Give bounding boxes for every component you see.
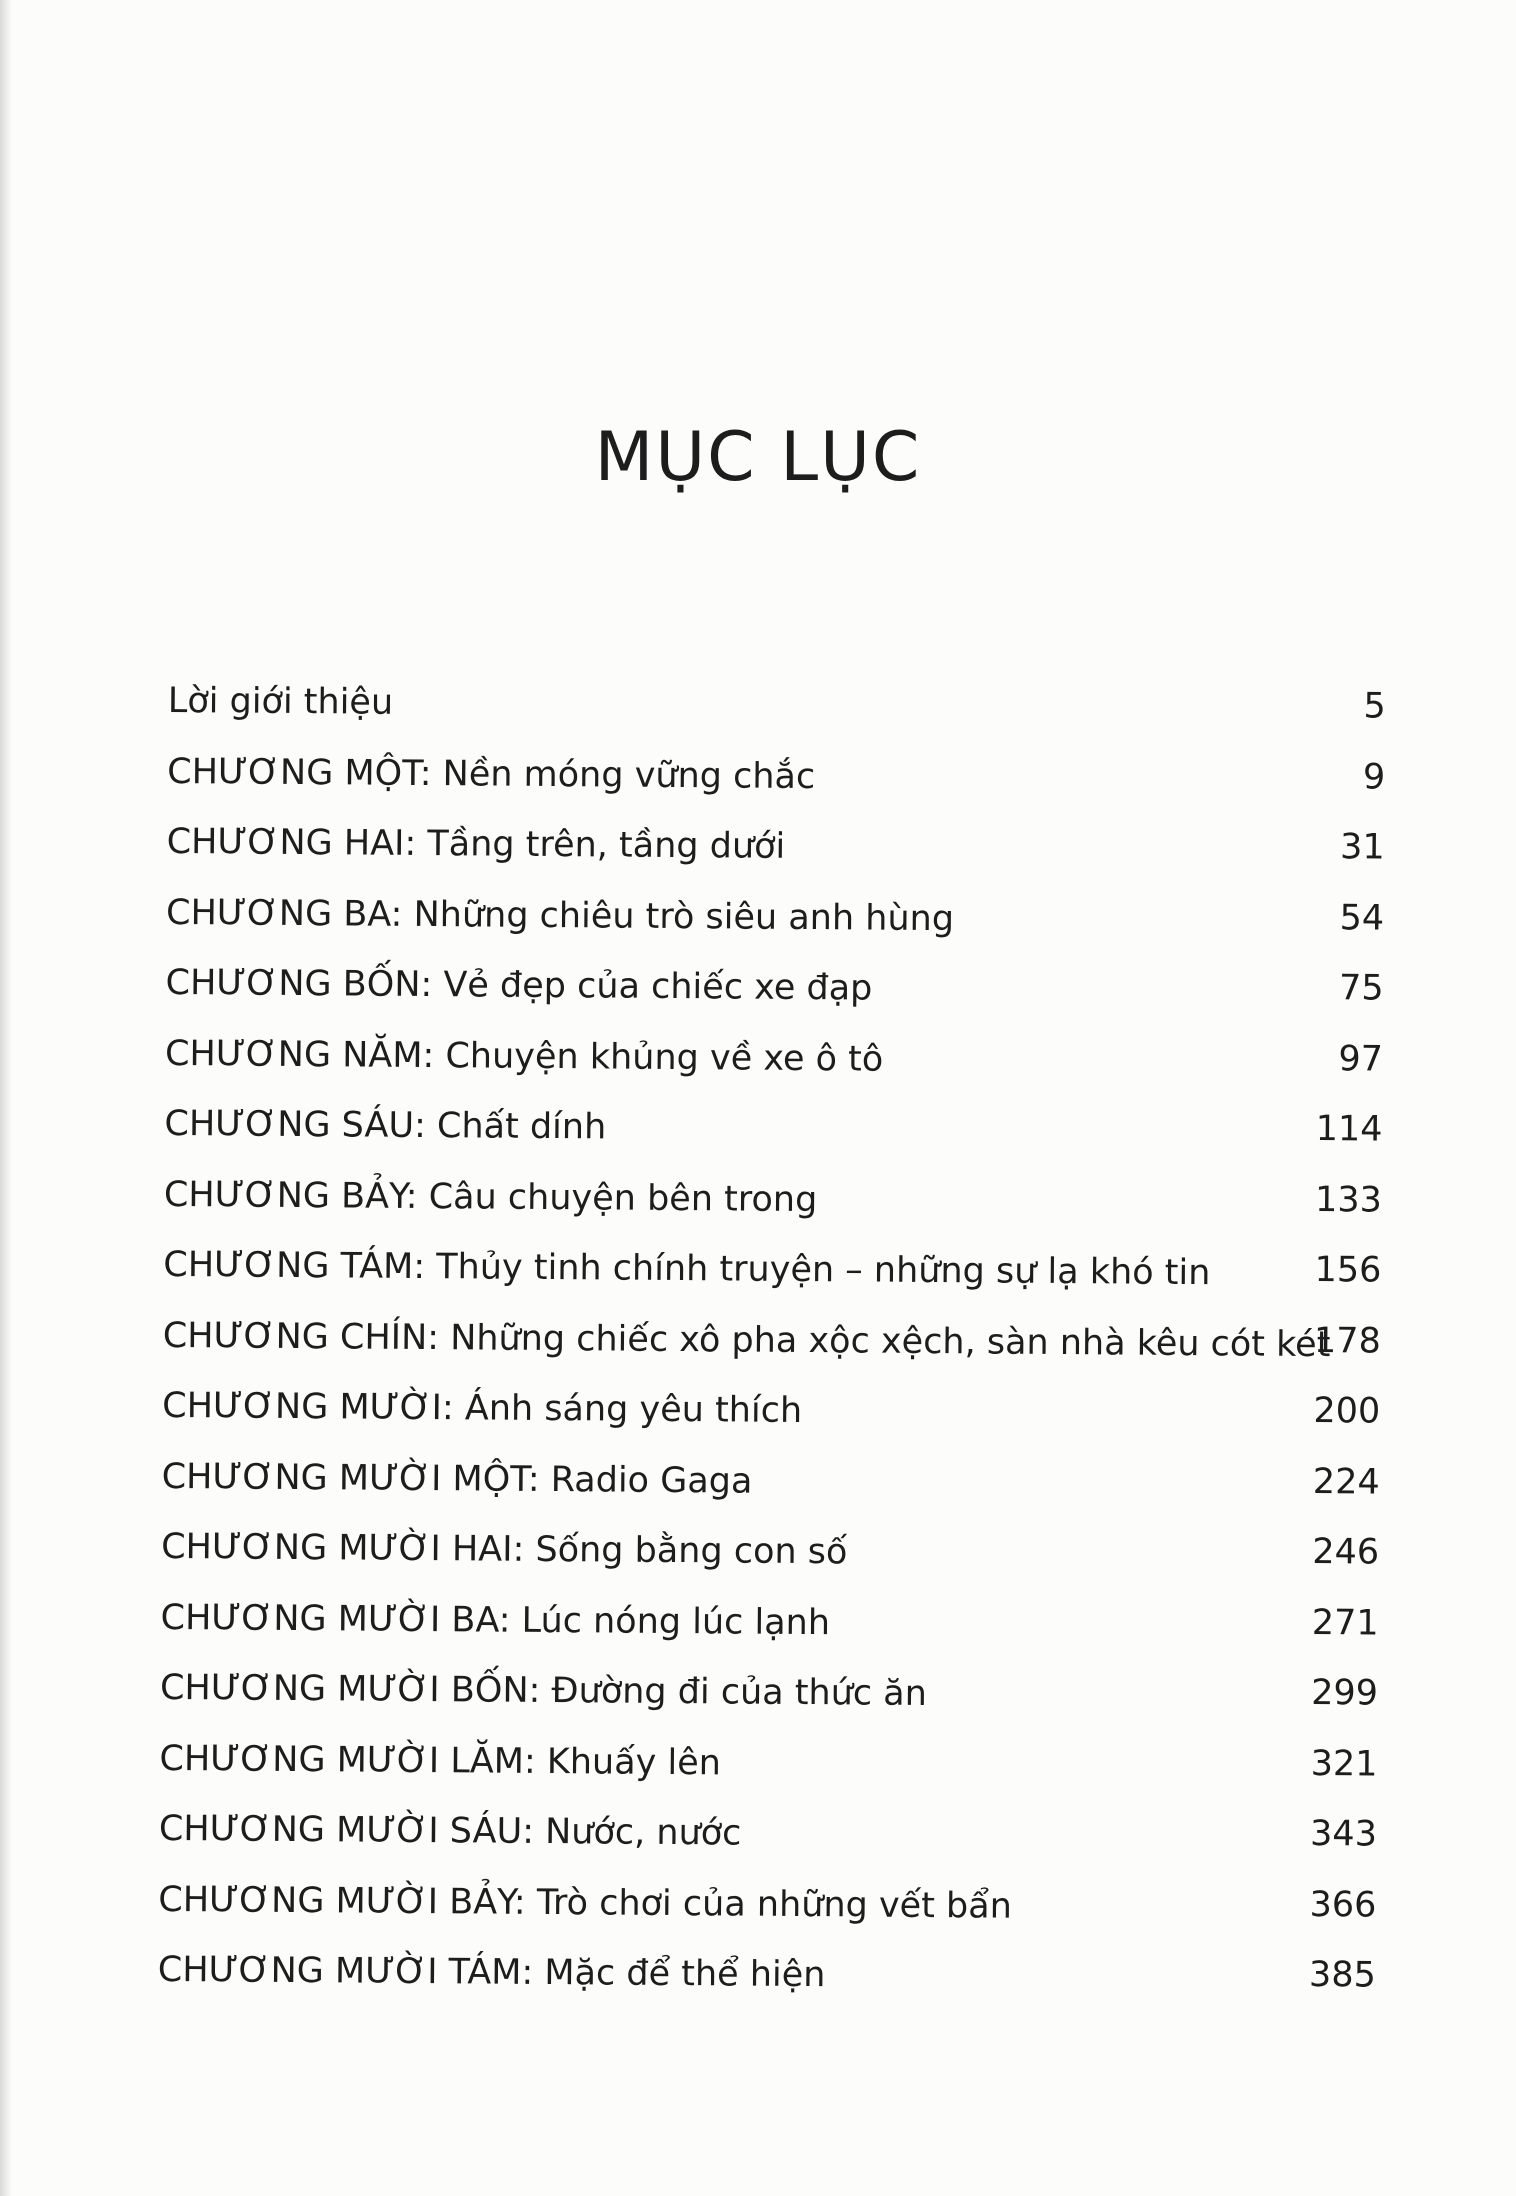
toc-entry-page: 97 bbox=[1338, 1038, 1384, 1080]
toc-entry-title: CHƯƠNG BẢY: Câu chuyện bên trong bbox=[163, 1174, 818, 1220]
toc-entry-title: CHƯƠNG MƯỜI TÁM: Mặc để thể hiện bbox=[157, 1949, 826, 1996]
toc-entry-title: CHƯƠNG HAI: Tầng trên, tầng dưới bbox=[166, 821, 786, 867]
toc-entry bbox=[164, 1099, 1383, 1179]
toc-entry-title: CHƯƠNG MƯỜI SÁU: Nước, nước bbox=[158, 1808, 742, 1854]
toc-entry-page: 299 bbox=[1311, 1673, 1379, 1714]
toc-entry bbox=[164, 1169, 1383, 1249]
toc-entry-page: 156 bbox=[1314, 1250, 1382, 1291]
toc-entry-title: CHƯƠNG MƯỜI BỐN: Đường đi của thức ăn bbox=[159, 1667, 928, 1714]
toc-entry-title: CHƯƠNG MƯỜI: Ánh sáng yêu thích bbox=[162, 1385, 803, 1432]
toc-entry bbox=[158, 1874, 1377, 1954]
toc-entry-page: 54 bbox=[1339, 897, 1385, 939]
toc-entry-page: 321 bbox=[1310, 1743, 1378, 1785]
toc-entry-title: CHƯƠNG MƯỜI MỘT: Radio Gaga bbox=[161, 1456, 753, 1502]
toc-entry-title: CHƯƠNG NĂM: Chuyện khủng về xe ô tô bbox=[164, 1033, 884, 1080]
toc-entry-page: 31 bbox=[1339, 827, 1385, 868]
toc-entry-title: CHƯƠNG BA: Những chiêu trò siêu anh hùng bbox=[165, 892, 955, 939]
toc-entry bbox=[163, 1240, 1382, 1320]
toc-entry-title: CHƯƠNG MỘT: Nền móng vững chắc bbox=[167, 751, 816, 797]
toc-entry bbox=[167, 746, 1386, 826]
toc-entry-title: CHƯƠNG MƯỜI LĂM: Khuấy lên bbox=[159, 1738, 722, 1783]
toc-entry bbox=[162, 1310, 1381, 1390]
toc-entry bbox=[160, 1592, 1379, 1672]
toc-entry-title: CHƯƠNG MƯỜI BA: Lúc nóng lúc lạnh bbox=[160, 1597, 831, 1643]
toc-entry-page: 178 bbox=[1313, 1320, 1381, 1362]
toc-entry bbox=[159, 1804, 1378, 1884]
toc-entry-page: 5 bbox=[1363, 686, 1386, 727]
toc-entry-title: CHƯƠNG MƯỜI BẢY: Trò chơi của những vết bẩn bbox=[158, 1879, 1013, 1927]
toc-entry-page: 366 bbox=[1309, 1884, 1377, 1926]
toc-entry bbox=[162, 1381, 1381, 1461]
toc-entry-page: 200 bbox=[1313, 1391, 1381, 1432]
toc-entry-page: 75 bbox=[1338, 968, 1384, 1009]
toc-entry-page: 271 bbox=[1311, 1602, 1379, 1644]
toc-entry bbox=[165, 958, 1384, 1038]
toc-entry bbox=[161, 1451, 1380, 1531]
toc-entry-page: 246 bbox=[1312, 1532, 1380, 1573]
toc-entry bbox=[165, 1028, 1384, 1108]
toc-entry-page: 133 bbox=[1314, 1179, 1383, 1221]
toc-entry bbox=[159, 1733, 1378, 1813]
toc-entry-title: CHƯƠNG BỐN: Vẻ đẹp của chiếc xe đạp bbox=[165, 962, 873, 1009]
toc-entry bbox=[160, 1663, 1379, 1743]
toc-entry-page: 224 bbox=[1312, 1461, 1380, 1503]
toc-entry-title: Lời giới thiệu bbox=[167, 680, 394, 723]
toc-entry bbox=[166, 887, 1385, 967]
toc-entry-title: CHƯƠNG TÁM: Thủy tinh chính truyện – những sự lạ khó tin bbox=[163, 1244, 1211, 1294]
toc-entry-page: 9 bbox=[1362, 756, 1386, 798]
toc-entry-title: CHƯƠNG SÁU: Chất dính bbox=[164, 1103, 607, 1148]
page-binding-edge bbox=[0, 0, 12, 2196]
page-title: MỤC LỤC bbox=[594, 418, 922, 497]
table-of-contents bbox=[157, 676, 1385, 2025]
toc-entry-page: 343 bbox=[1309, 1814, 1378, 1855]
toc-entry bbox=[166, 817, 1385, 897]
toc-entry bbox=[167, 676, 1386, 756]
toc-entry-title: CHƯƠNG MƯỜI HAI: Sống bằng con số bbox=[161, 1526, 848, 1573]
toc-entry bbox=[157, 1945, 1376, 2025]
toc-entry-page: 114 bbox=[1315, 1109, 1383, 1150]
toc-entry-page: 385 bbox=[1308, 1955, 1376, 1996]
toc-entry bbox=[161, 1522, 1380, 1602]
toc-entry-title: CHƯƠNG CHÍN: Những chiếc xô pha xộc xệch, sàn nhà kêu cót két bbox=[162, 1315, 1331, 1365]
